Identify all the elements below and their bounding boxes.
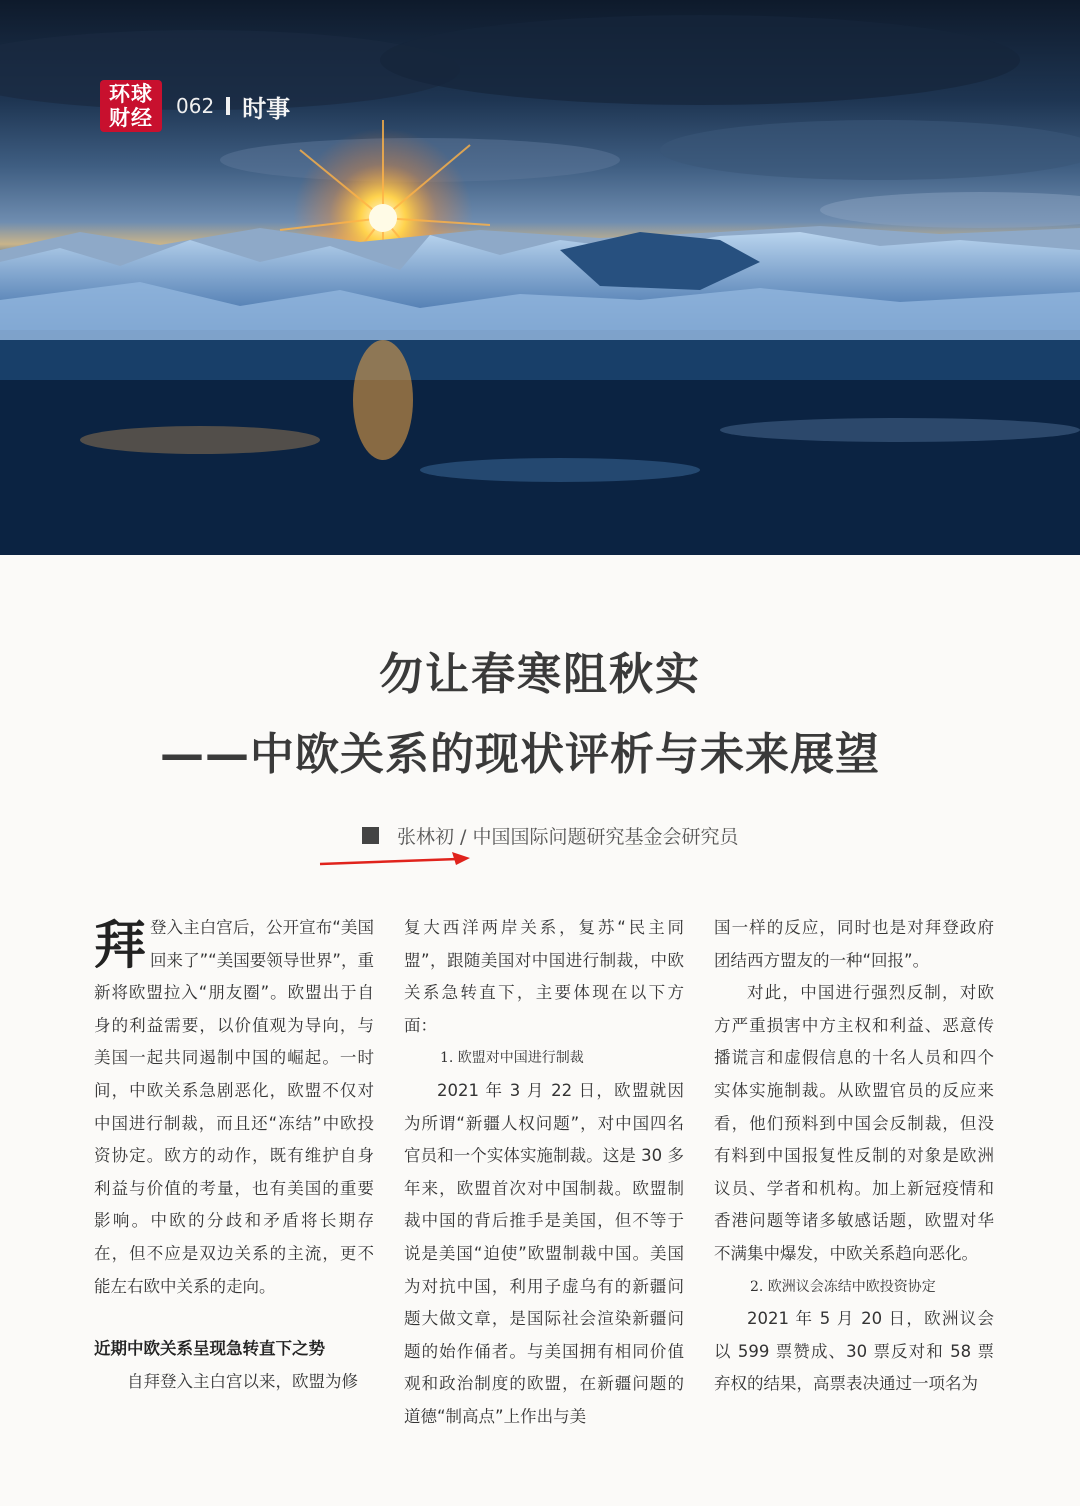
logo-line-1: 环球 <box>109 82 153 106</box>
paragraph-text: 登入主白宫后，公开宣布“美国回来了”“美国要领导世界”，重新将欧盟拉入“朋友圈”。欧盟出于自身的利益需要，以价值观为导向，与美国一起共同遏制中国的崛起。一时间，中欧关系急剧恶化，欧盟不仅对中国进行制裁，而且还“冻结”中欧投资协定。欧方的动作，既有维护自身利益与价值的考量，也有美国的重要影响。中欧的分歧和矛盾将长期存在，但不应是双边关系的主流，更不能左右欧中关系的走向。 <box>94 918 374 1296</box>
column-2 <box>404 912 684 1434</box>
magazine-logo <box>100 80 162 132</box>
column-3 <box>714 912 994 1401</box>
logo-line-2: 财经 <box>109 106 153 130</box>
byline <box>362 822 738 849</box>
page-number: 062 <box>176 94 215 118</box>
paragraph: 国一样的反应，同时也是对拜登政府团结西方盟友的一种“回报”。 <box>714 918 994 970</box>
masthead <box>100 80 290 132</box>
subsection-heading: 2. 欧洲议会冻结中欧投资协定 <box>750 1278 936 1295</box>
section-label: 时事 <box>242 94 291 123</box>
byline-text: 张林初 / 中国国际问题研究基金会研究员 <box>397 826 739 848</box>
hero-photo <box>0 0 1080 555</box>
subsection-heading: 1. 欧盟对中国进行制裁 <box>440 1050 584 1067</box>
masthead-separator <box>226 97 230 115</box>
section-heading: 近期中欧关系呈现急转直下之势 <box>94 1339 325 1359</box>
paragraph: 2021 年 5 月 20 日，欧洲议会以 599 票赞成、30 票反对和 58 票弃权的结果，高票表决通过一项名为 <box>714 1309 994 1394</box>
red-arrow-icon <box>318 850 478 870</box>
drop-cap: 拜 <box>94 915 147 976</box>
article-subtitle: ——中欧关系的现状评析与未来展望 <box>160 729 880 780</box>
byline-square-icon <box>362 827 379 844</box>
paragraph: 2021 年 3 月 22 日，欧盟就因为所谓“新疆人权问题”，对中国四名官员和一个实体实施制裁。这是 30 多年来，欧盟首次对中国制裁。欧盟制裁中国的背后推手是美国，但不等于说是美国“迫使”欧盟制裁中国。美国为对抗中国，利用子虚乌有的新疆问题大做文章，是国际社会渲染新疆问题的始作俑者。与美国拥有相同价值观和政治制度的欧盟，在新疆问题的道德“制高点”上作出与美 <box>404 1080 684 1426</box>
column-1 <box>94 912 374 1398</box>
article-title: 勿让春寒阻秋实 <box>379 649 701 700</box>
paragraph <box>94 912 374 1303</box>
paragraph: 复大西洋两岸关系，复苏“民主同盟”，跟随美国对中国进行制裁，中欧关系急转直下，主要体现在以下方面： <box>404 918 684 1035</box>
paragraph: 自拜登入主白宫以来，欧盟为修 <box>127 1371 358 1391</box>
paragraph: 对此，中国进行强烈反制，对欧方严重损害中方主权和利益、恶意传播谎言和虚假信息的十名人员和四个实体实施制裁。从欧盟官员的反应来看，他们预料到中国会反制裁，但没有料到中国报复性反制的对象是欧洲议员、学者和机构。加上新冠疫情和香港问题等诸多敏感话题，欧盟对华不满集中爆发，中欧关系趋向恶化。 <box>714 983 994 1263</box>
